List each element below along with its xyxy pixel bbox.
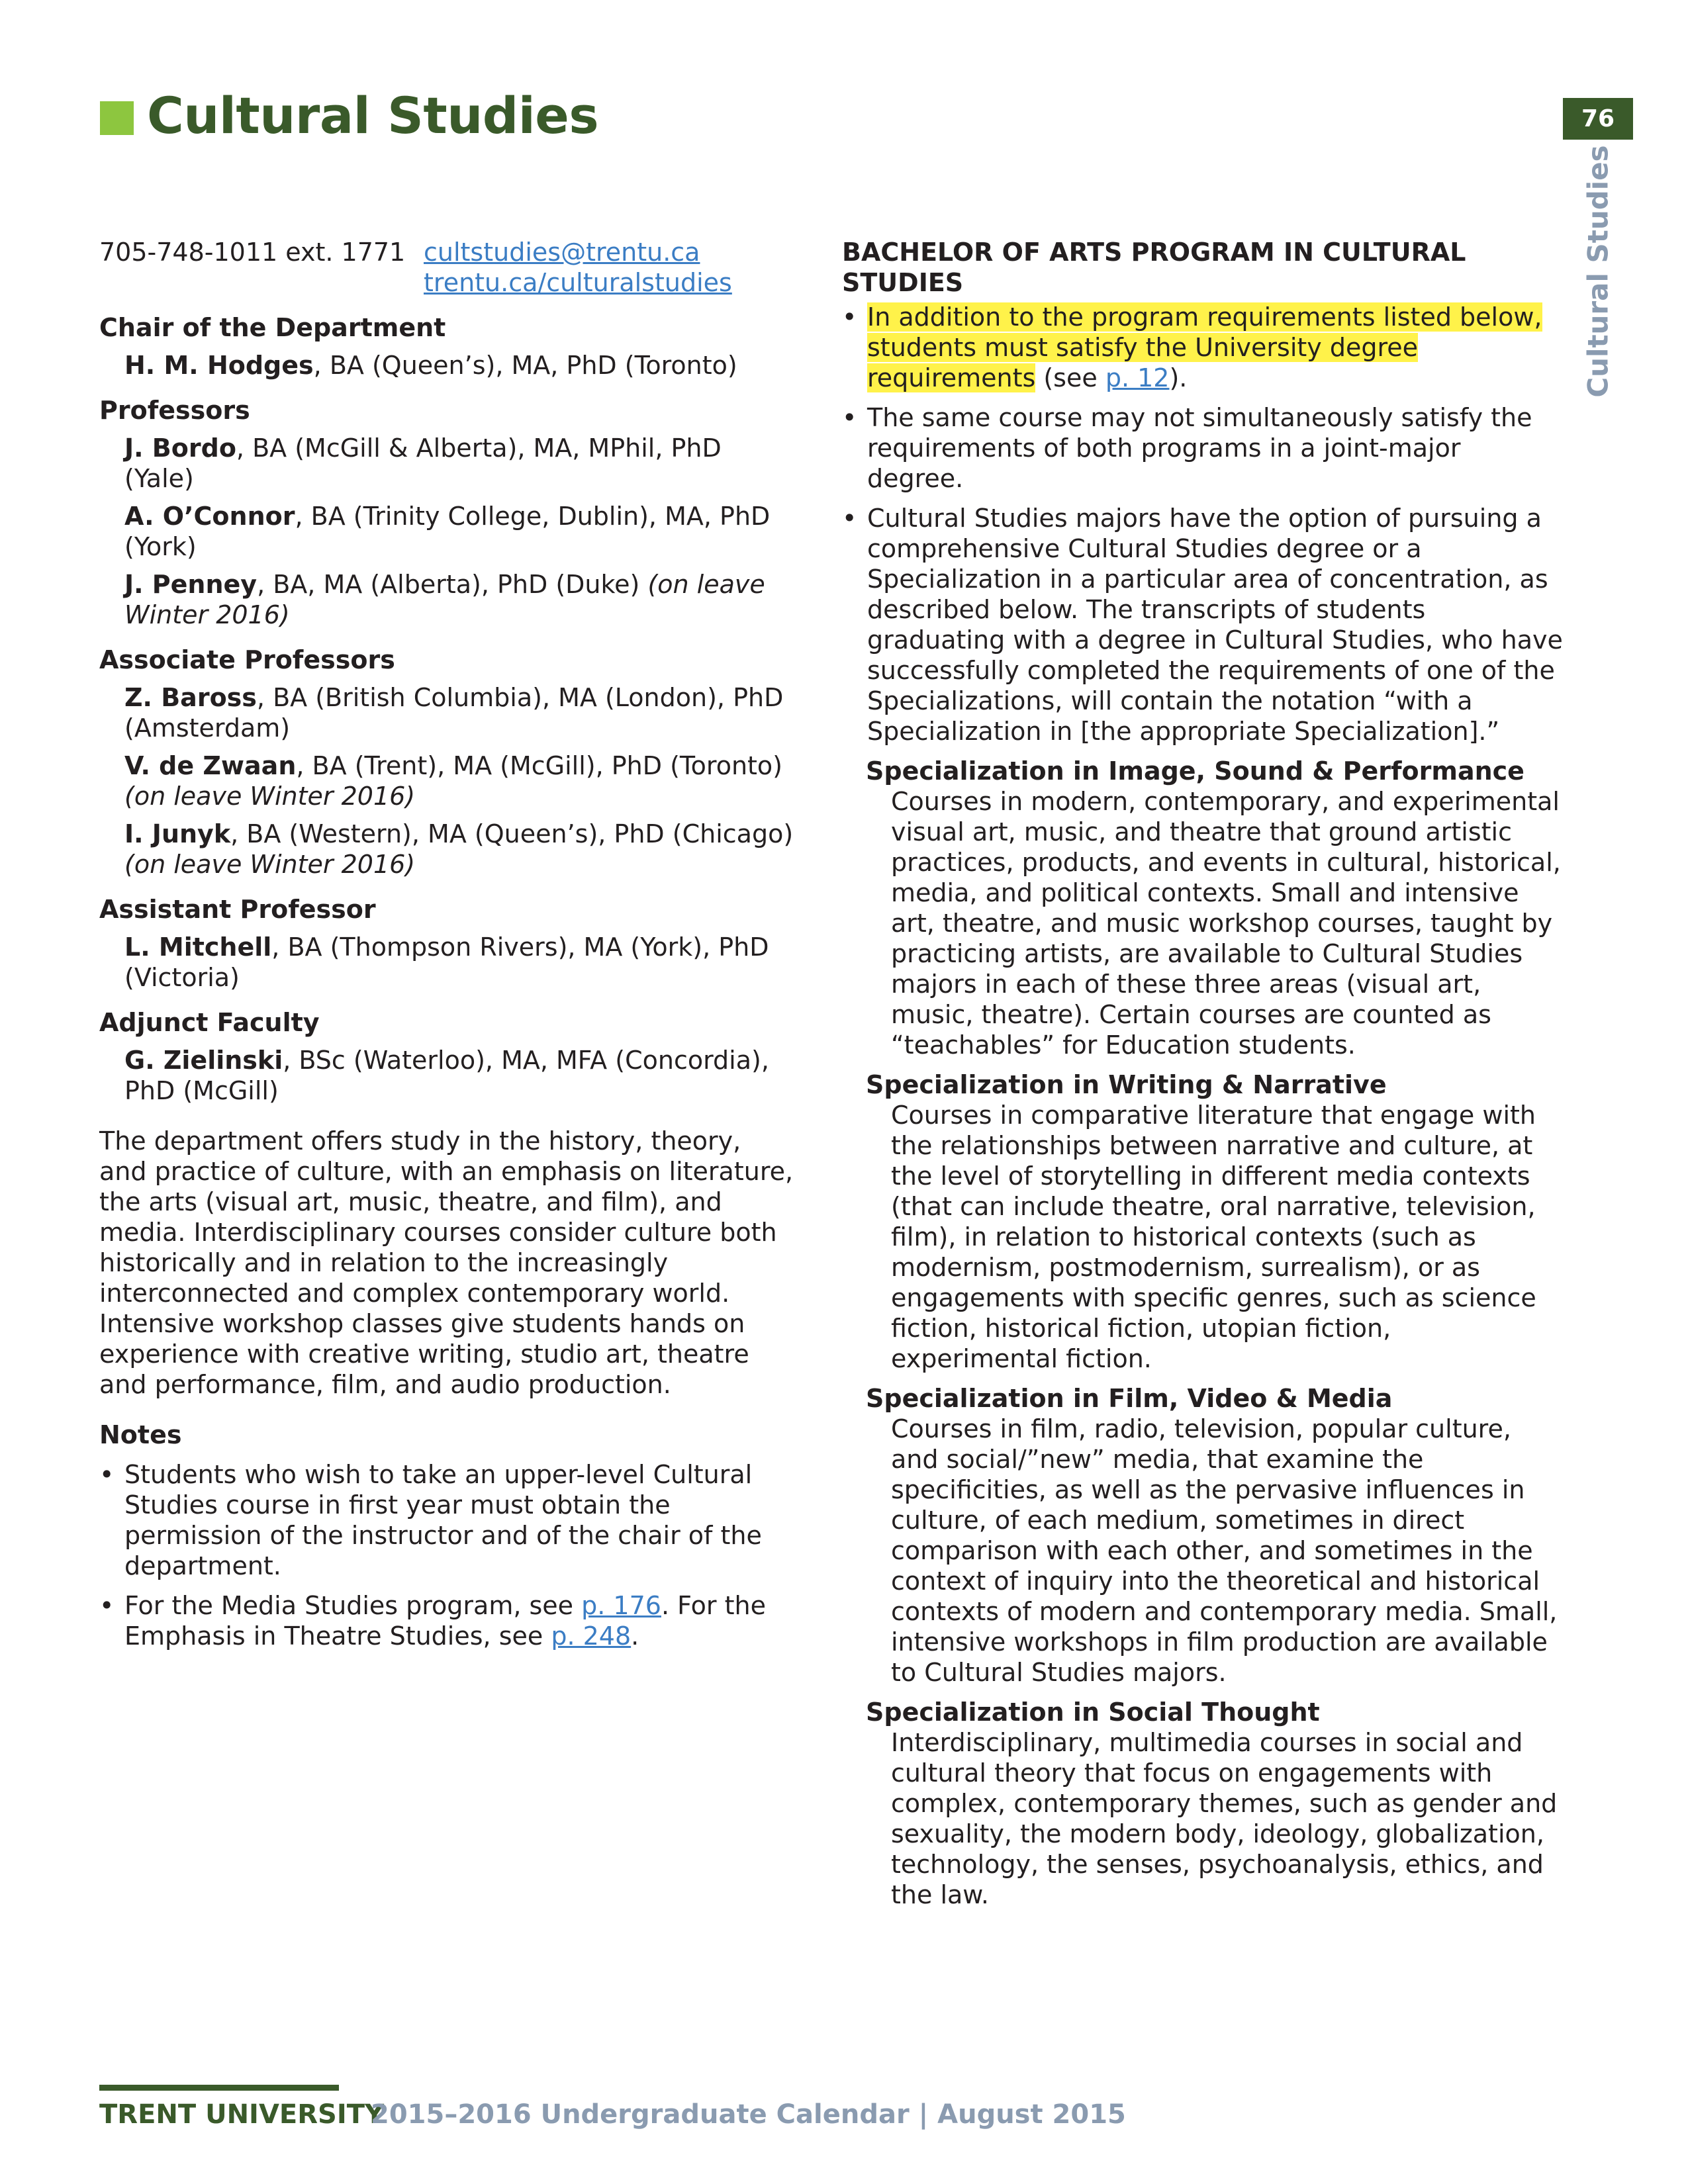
professors-heading: Professors bbox=[99, 396, 250, 425]
program-requirements-list bbox=[842, 302, 1564, 747]
faculty-name: L. Mitchell bbox=[124, 933, 272, 962]
website-link[interactable]: trentu.ca/culturalstudies bbox=[424, 268, 732, 297]
leave-note: (on leave Winter 2016) bbox=[124, 570, 765, 629]
leave-note: (on leave Winter 2016) bbox=[124, 782, 416, 811]
specialization-title: Specialization in Writing & Narrative bbox=[866, 1070, 1387, 1099]
faculty-name: I. Junyk bbox=[124, 819, 231, 848]
adjunct-heading: Adjunct Faculty bbox=[99, 1008, 320, 1037]
faculty-entry bbox=[124, 501, 794, 562]
department-intro: The department offers study in the history, theory, and practice of culture, with an emphasis on literature, the arts (visual art, music, theatre, and film), and media. Interdisciplinary courses consider culture both historically and in relation to the increasingly interconnected and complex contemporary world. Intensive workshop classes give students hands on experience with creative writing, studio art, theatre and performance, film, and audio production. bbox=[99, 1126, 794, 1399]
faculty-entry bbox=[124, 1045, 794, 1106]
faculty-credentials: , BA (Thompson Rivers), MA (York), PhD (Victoria) bbox=[124, 933, 769, 992]
page-12-link[interactable]: p. 12 bbox=[1105, 363, 1170, 392]
contact-info bbox=[99, 237, 794, 298]
ba-program-heading: BACHELOR OF ARTS PROGRAM IN CULTURAL STUDIES bbox=[842, 238, 1466, 297]
side-section-tab bbox=[1578, 145, 1618, 398]
specialization-title: Specialization in Social Thought bbox=[866, 1698, 1320, 1727]
associate-heading: Associate Professors bbox=[99, 645, 395, 674]
specialization-description: Interdisciplinary, multimedia courses in social and cultural theory that focus on engagements with complex, contemporary themes, such as gender and sexuality, the modern body, ideology, globalization, technology, the senses, psychoanalysis, ethics, and the law. bbox=[891, 1728, 1558, 1909]
contact-links bbox=[424, 237, 732, 298]
page-248-link[interactable]: p. 248 bbox=[551, 1621, 632, 1651]
faculty-name: A. O’Connor bbox=[124, 502, 295, 531]
faculty-credentials: , BA (Trent), MA (McGill), PhD (Toronto) bbox=[296, 751, 783, 780]
faculty-credentials: , BA, MA (Alberta), PhD (Duke) bbox=[257, 570, 648, 599]
left-column bbox=[99, 237, 794, 1651]
footer-rule bbox=[99, 2085, 339, 2091]
page-title: Cultural Studies bbox=[147, 86, 599, 145]
notes-heading: Notes bbox=[99, 1420, 182, 1449]
faculty-entry bbox=[124, 682, 794, 743]
notes-list bbox=[99, 1459, 794, 1651]
note-text: ). bbox=[1169, 363, 1188, 392]
leave-note: (on leave Winter 2016) bbox=[124, 850, 416, 879]
faculty-entry bbox=[124, 932, 794, 993]
note-text: For the Media Studies program, see bbox=[124, 1591, 582, 1620]
faculty-credentials: , BSc (Waterloo), MA, MFA (Concordia), PhD (McGill) bbox=[124, 1046, 769, 1105]
specialization-description: Courses in modern, contemporary, and experimental visual art, music, and theatre that ground artistic practices, products, and events in cultural, historical, media, and political contexts. Small and intensive art, theatre, and music workshop courses, taught by practicing artists, are available to Cultural Studies majors in each of these three areas (visual art, music, theatre). Certain courses are counted as “teachables” for Education students. bbox=[891, 787, 1561, 1060]
chair-heading: Chair of the Department bbox=[99, 313, 446, 342]
footer-calendar: 2015–2016 Undergraduate Calendar | August 2015 bbox=[371, 2099, 1126, 2130]
footer-university: TRENT UNIVERSITY bbox=[99, 2099, 384, 2130]
faculty-name: V. de Zwaan bbox=[124, 751, 297, 780]
highlighted-text: In addition to the program requirements listed below, students must satisfy the University degree requirements bbox=[867, 302, 1542, 392]
page-number: 76 bbox=[1563, 98, 1633, 140]
faculty-entry bbox=[124, 569, 794, 630]
faculty-name: J. Bordo bbox=[124, 433, 236, 463]
list-item: • Students who wish to take an upper-level Cultural Studies course in first year must obtain the permission of the instructor and of the chair of the department. bbox=[99, 1459, 794, 1581]
faculty-credentials: , BA (Queen’s), MA, PhD (Toronto) bbox=[313, 351, 737, 380]
list-item: • The same course may not simultaneously satisfy the requirements of both programs in a joint-major degree. bbox=[842, 402, 1564, 494]
faculty-entry bbox=[124, 433, 794, 494]
specialization-description: Courses in comparative literature that engage with the relationships between narrative and culture, at the level of storytelling in different media contexts (that can include theatre, oral narrative, television, film), in relation to historical contexts (such as modernism, postmodernism, surrealism), or as engagements with specific genres, such as science fiction, historical fiction, utopian fiction, experimental fiction. bbox=[891, 1101, 1536, 1373]
email-link[interactable]: cultstudies@trentu.ca bbox=[424, 238, 700, 267]
note-text: . For the Emphasis in Theatre Studies, see bbox=[124, 1591, 766, 1651]
title-square-icon bbox=[100, 101, 134, 135]
list-item bbox=[842, 302, 1564, 393]
faculty-credentials: , BA (McGill & Alberta), MA, MPhil, PhD (Yale) bbox=[124, 433, 722, 493]
specialization-title: Specialization in Film, Video & Media bbox=[866, 1384, 1393, 1413]
faculty-name: H. M. Hodges bbox=[124, 351, 314, 380]
note-text: . bbox=[631, 1621, 639, 1651]
right-column bbox=[842, 237, 1564, 1910]
side-tab-label: Cultural Studies bbox=[1581, 145, 1615, 398]
faculty-name: J. Penney bbox=[124, 570, 258, 599]
specialization-title: Specialization in Image, Sound & Performance bbox=[866, 756, 1524, 786]
faculty-entry bbox=[124, 350, 794, 381]
note-text: (see bbox=[1035, 363, 1105, 392]
faculty-name: Z. Baross bbox=[124, 683, 257, 712]
list-item bbox=[99, 1590, 794, 1651]
assistant-heading: Assistant Professor bbox=[99, 895, 376, 924]
list-item: • Cultural Studies majors have the option of pursuing a comprehensive Cultural Studies degree or a Specialization in a particular area of concentration, as described below. The transcripts of students graduating with a degree in Cultural Studies, who have successfully completed the requirements of one of the Specializations, will contain the notation “with a Specialization in [the appropriate Specialization].” bbox=[842, 503, 1564, 747]
faculty-credentials: , BA (Trinity College, Dublin), MA, PhD (York) bbox=[124, 502, 771, 561]
faculty-name: G. Zielinski bbox=[124, 1046, 283, 1075]
page-176-link[interactable]: p. 176 bbox=[581, 1591, 661, 1620]
faculty-entry bbox=[124, 751, 794, 811]
phone-number: 705-748-1011 ext. 1771 bbox=[99, 238, 406, 267]
specialization-description: Courses in film, radio, television, popular culture, and social/”new” media, that examine the specificities, as well as the pervasive influences in culture, of each medium, sometimes in direct comparison with each other, and sometimes in the context of inquiry into the theoretical and historical contexts of modern and contemporary media. Small, intensive workshops in film production are available to Cultural Studies majors. bbox=[891, 1414, 1558, 1687]
faculty-entry bbox=[124, 819, 794, 880]
faculty-credentials: , BA (British Columbia), MA (London), PhD (Amsterdam) bbox=[124, 683, 784, 743]
faculty-credentials: , BA (Western), MA (Queen’s), PhD (Chicago) bbox=[230, 819, 794, 848]
